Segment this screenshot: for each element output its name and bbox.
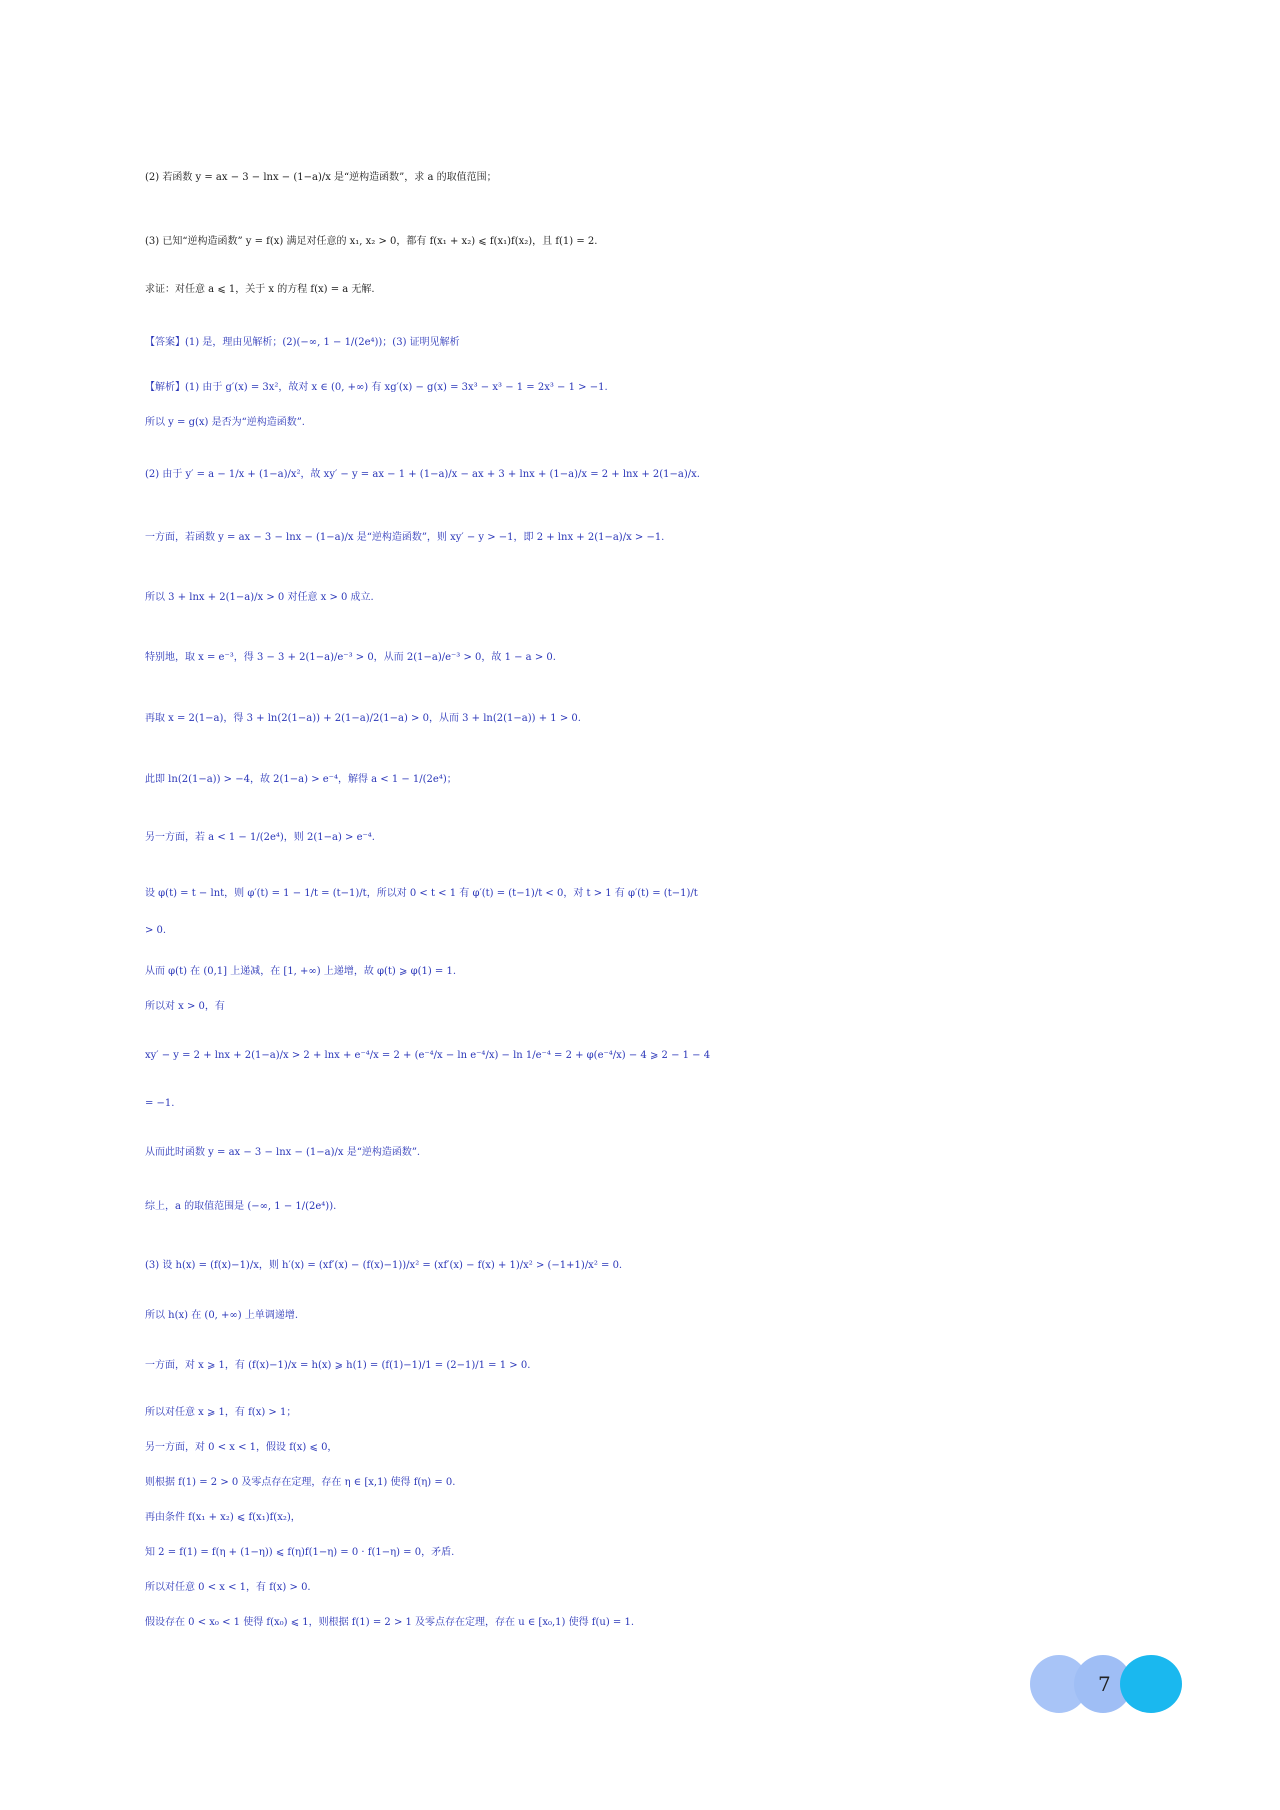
solution-line: 所以 3 + lnx + 2(1−a)/x > 0 对任意 x > 0 成立. (145, 592, 374, 603)
solution-line: 从而此时函数 y = ax − 3 − lnx − (1−a)/x 是“逆构造函数”. (145, 1147, 421, 1158)
solution-line: 设 φ(t) = t − lnt，则 φ′(t) = 1 − 1/t = (t−1)/t，所以对 0 < t < 1 有 φ′(t) = (t−1)/t < 0，对 t > 1 有 φ′(t) = (t−1)/t (145, 888, 698, 899)
solution-line: 所以对任意 0 < x < 1，有 f(x) > 0. (145, 1582, 311, 1593)
solution-line: 特别地，取 x = e⁻³，得 3 − 3 + 2(1−a)/e⁻³ > 0，从而 2(1−a)/e⁻³ > 0，故 1 − a > 0. (145, 652, 556, 663)
solution-line: 另一方面，若 a < 1 − 1/(2e⁴)，则 2(1−a) > e⁻⁴. (145, 832, 375, 843)
solution-line: 此即 ln(2(1−a)) > −4，故 2(1−a) > e⁻⁴，解得 a < 1 − 1/(2e⁴)； (145, 774, 457, 785)
solution-line: 从而 φ(t) 在 (0,1] 上递减，在 [1, +∞) 上递增，故 φ(t) ⩾ φ(1) = 1. (145, 966, 457, 977)
solution-line: 另一方面，对 0 < x < 1，假设 f(x) ⩽ 0， (145, 1442, 338, 1453)
solution-line: 所以 y = g(x) 是否为“逆构造函数”. (145, 417, 305, 428)
question-3-prove: 求证：对任意 a ⩽ 1，关于 x 的方程 f(x) = a 无解. (145, 284, 375, 295)
solution-line: 再取 x = 2(1−a)，得 3 + ln(2(1−a)) + 2(1−a)/2(1−a) > 0，从而 3 + ln(2(1−a)) + 1 > 0. (145, 713, 581, 724)
solution-line: 再由条件 f(x₁ + x₂) ⩽ f(x₁)f(x₂)， (145, 1512, 301, 1523)
page-badge-circle-right (1120, 1655, 1182, 1713)
solution-line: xy′ − y = 2 + lnx + 2(1−a)/x > 2 + lnx + e⁻⁴/x = 2 + (e⁻⁴/x − ln e⁻⁴/x) − ln 1/e⁻⁴ = 2 + φ(e⁻⁴/x) − 4 ⩾ 2 − 1 − 4 (145, 1050, 711, 1061)
solution-line: = −1. (145, 1098, 175, 1109)
question-2: (2) 若函数 y = ax − 3 − lnx − (1−a)/x 是“逆构造函数”，求 a 的取值范围； (145, 172, 497, 183)
solution-line: 所以对 x > 0，有 (145, 1001, 225, 1012)
solution-line: 【解析】(1) 由于 g′(x) = 3x²，故对 x ∈ (0, +∞) 有 xg′(x) − g(x) = 3x³ − x³ − 1 = 2x³ − 1 > −1. (145, 382, 608, 393)
solution-line: 所以 h(x) 在 (0, +∞) 上单调递增. (145, 1310, 299, 1321)
solution-line: 所以对任意 x ⩾ 1，有 f(x) > 1； (145, 1407, 297, 1418)
solution-line: (2) 由于 y′ = a − 1/x + (1−a)/x²，故 xy′ − y = ax − 1 + (1−a)/x − ax + 3 + lnx + (1−a)/x = 2 + lnx + 2(1−a)/x. (145, 469, 700, 480)
solution-line: 知 2 = f(1) = f(η + (1−η)) ⩽ f(η)f(1−η) = 0 · f(1−η) = 0，矛盾. (145, 1547, 455, 1558)
solution-line: > 0. (145, 925, 167, 936)
solution-line: 假设存在 0 < x₀ < 1 使得 f(x₀) ⩽ 1，则根据 f(1) = 2 > 1 及零点存在定理，存在 u ∈ [x₀,1) 使得 f(u) = 1. (145, 1617, 635, 1628)
solution-line: (3) 设 h(x) = (f(x)−1)/x，则 h′(x) = (xf′(x) − (f(x)−1))/x² = (xf′(x) − f(x) + 1)/x² > (−1+1)/x² = 0. (145, 1260, 623, 1271)
question-3: (3) 已知“逆构造函数” y = f(x) 满足对任意的 x₁, x₂ > 0，都有 f(x₁ + x₂) ⩽ f(x₁)f(x₂)，且 f(1) = 2. (145, 236, 598, 247)
solution-line: 一方面，若函数 y = ax − 3 − lnx − (1−a)/x 是“逆构造函数”，则 xy′ − y > −1，即 2 + lnx + 2(1−a)/x > −1. (145, 532, 665, 543)
solution-line: 综上，a 的取值范围是 (−∞, 1 − 1/(2e⁴)). (145, 1201, 337, 1212)
solution-line: 则根据 f(1) = 2 > 0 及零点存在定理，存在 η ∈ [x,1) 使得 f(η) = 0. (145, 1477, 456, 1488)
page-number: 7 (1098, 1672, 1111, 1696)
solution-line: 一方面，对 x ⩾ 1，有 (f(x)−1)/x = h(x) ⩾ h(1) = (f(1)−1)/1 = (2−1)/1 = 1 > 0. (145, 1360, 531, 1371)
answer-line: 【答案】(1) 是，理由见解析；(2)(−∞, 1 − 1/(2e⁴))；(3) 证明见解析 (145, 337, 460, 348)
